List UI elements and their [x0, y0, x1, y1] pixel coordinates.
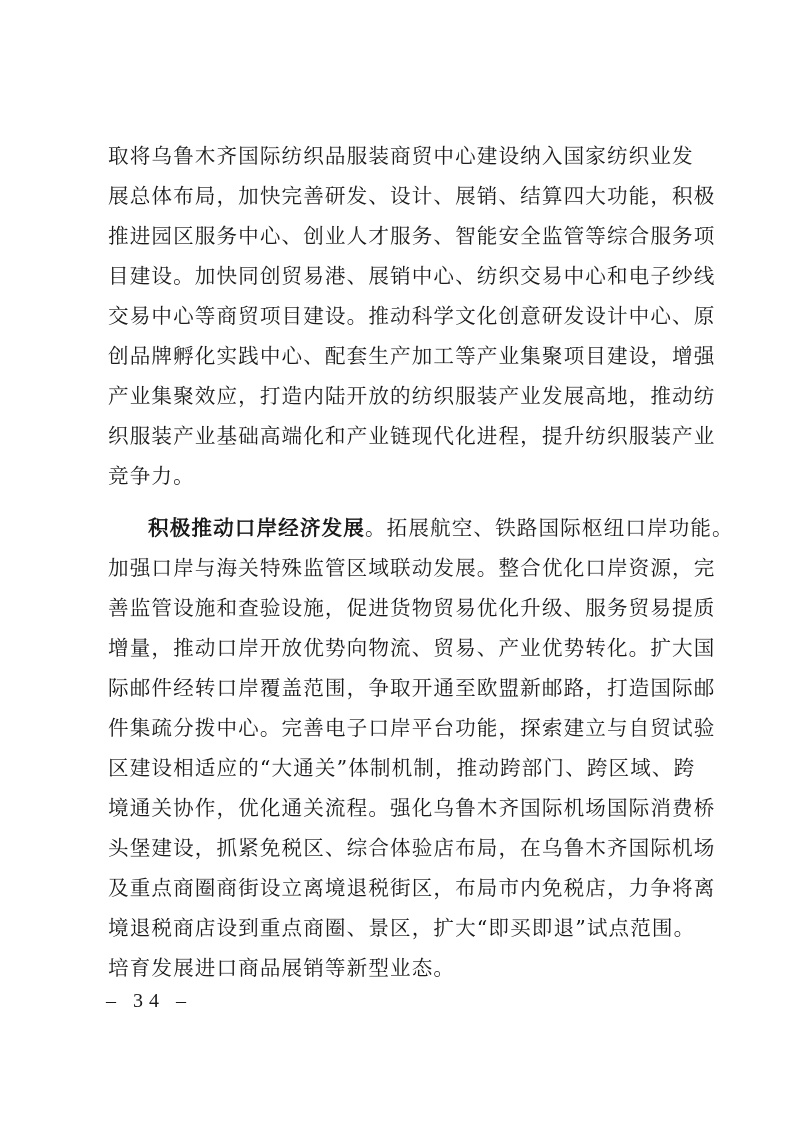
text-line: 区建设相适应的“大通关”体制机制，推动跨部门、跨区域、跨 — [108, 756, 696, 780]
text-line: 境通关协作，优化通关流程。强化乌鲁木齐国际机场国际消费桥 — [108, 796, 716, 820]
text-line: 培育发展进口商品展销等新型业态。 — [108, 956, 456, 980]
paragraph-2 — [108, 508, 734, 988]
heading-continuation: 。拓展航空、铁路国际枢纽口岸功能。 — [364, 516, 734, 540]
text-line: 展总体布局，加快完善研发、设计、展销、结算四大功能，积极 — [108, 184, 716, 208]
paragraph-2-first-line — [108, 508, 734, 548]
text-line: 加强口岸与海关特殊监管区域联动发展。整合优化口岸资源，完 — [108, 556, 716, 580]
text-line: 交易中心等商贸项目建设。推动科学文化创意研发设计中心、原 — [108, 304, 716, 328]
section-heading: 积极推动口岸经济发展 — [148, 516, 365, 540]
text-line: 件集疏分拨中心。完善电子口岸平台功能，探索建立与自贸试验 — [108, 716, 716, 740]
text-line: 竞争力。 — [108, 464, 195, 488]
text-line: 善监管设施和查验设施，促进货物贸易优化升级、服务贸易提质 — [108, 596, 716, 620]
text-line: 产业集聚效应，打造内陆开放的纺织服装产业发展高地，推动纺 — [108, 384, 716, 408]
text-line: 创品牌孵化实践中心、配套生产加工等产业集聚项目建设，增强 — [108, 344, 716, 368]
body-text — [108, 136, 734, 988]
text-line: 目建设。加快同创贸易港、展销中心、纺织交易中心和电子纱线 — [108, 264, 716, 288]
text-line: 推进园区服务中心、创业人才服务、智能安全监管等综合服务项 — [108, 224, 716, 248]
paragraph-1 — [108, 136, 716, 496]
text-line: 际邮件经转口岸覆盖范围，争取开通至欧盟新邮路，打造国际邮 — [108, 676, 716, 700]
text-line: 及重点商圈商街设立离境退税街区，布局市内免税店，力争将离 — [108, 876, 716, 900]
text-line: 取将乌鲁木齐国际纺织品服装商贸中心建设纳入国家纺织业发 — [108, 144, 694, 168]
paragraph-gap — [108, 496, 708, 508]
text-line: 头堡建设，抓紧免税区、综合体验店布局，在乌鲁木齐国际机场 — [108, 836, 716, 860]
text-line: 境退税商店设到重点商圈、景区，扩大“即买即退”试点范围。 — [108, 916, 696, 940]
text-line: 增量，推动口岸开放优势向物流、贸易、产业优势转化。扩大国 — [108, 636, 716, 660]
text-line: 织服装产业基础高端化和产业链现代化进程，提升纺织服装产业 — [108, 424, 716, 448]
page-number: – 34 – — [106, 990, 192, 1012]
